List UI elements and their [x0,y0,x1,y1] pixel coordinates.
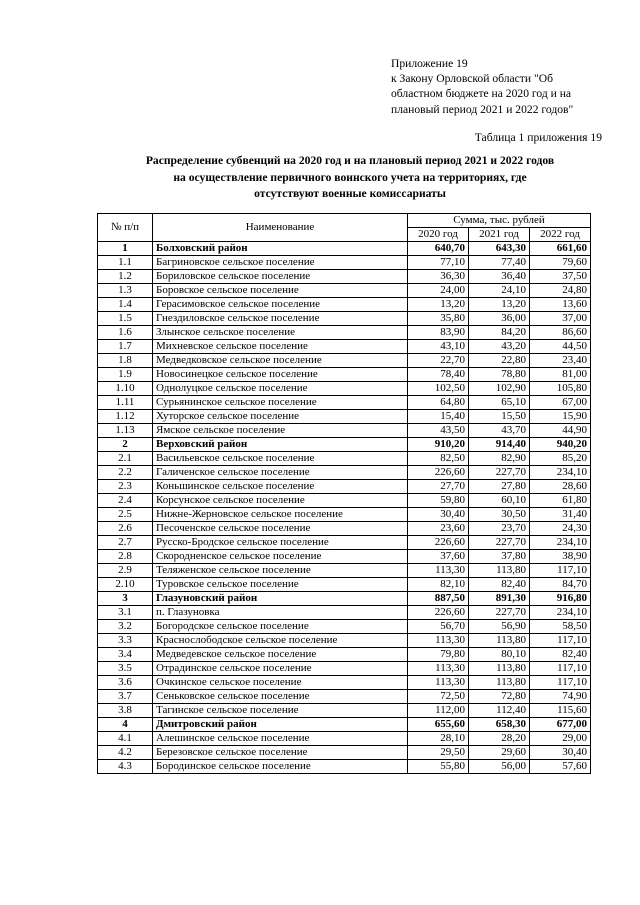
value-2022: 24,30 [530,522,591,536]
value-2021: 28,20 [469,732,530,746]
value-2021: 891,30 [469,592,530,606]
value-2022: 117,10 [530,634,591,648]
value-2020: 78,40 [408,368,469,382]
row-number: 1 [98,242,153,256]
value-2020: 113,30 [408,634,469,648]
value-2020: 226,60 [408,536,469,550]
document-title [100,153,600,203]
value-2022: 38,90 [530,550,591,564]
row-number: 1.13 [98,424,153,438]
value-2020: 77,10 [408,256,469,270]
value-2020: 79,80 [408,648,469,662]
row-number: 2.10 [98,578,153,592]
table-row [98,704,591,718]
table-row [98,746,591,760]
value-2021: 113,80 [469,676,530,690]
table-row [98,732,591,746]
table-reference: Таблица 1 приложения 19 [474,131,602,144]
value-2021: 56,90 [469,620,530,634]
value-2021: 227,70 [469,536,530,550]
value-2021: 227,70 [469,466,530,480]
value-2020: 910,20 [408,438,469,452]
value-2020: 13,20 [408,298,469,312]
value-2022: 117,10 [530,662,591,676]
row-number: 4.1 [98,732,153,746]
table-row [98,564,591,578]
row-number: 2.8 [98,550,153,564]
value-2020: 655,60 [408,718,469,732]
value-2021: 658,30 [469,718,530,732]
row-number: 3 [98,592,153,606]
row-number: 2.1 [98,452,153,466]
value-2020: 113,30 [408,676,469,690]
value-2020: 113,30 [408,662,469,676]
table-row [98,340,591,354]
table-row [98,634,591,648]
row-number: 3.2 [98,620,153,634]
value-2022: 115,60 [530,704,591,718]
row-number: 1.12 [98,410,153,424]
value-2021: 112,40 [469,704,530,718]
value-2021: 13,20 [469,298,530,312]
value-2022: 661,60 [530,242,591,256]
table-row [98,690,591,704]
row-number: 1.6 [98,326,153,340]
value-2020: 59,80 [408,494,469,508]
row-number: 4.2 [98,746,153,760]
value-2021: 36,00 [469,312,530,326]
table-row [98,606,591,620]
row-name: Михневское сельское поселение [153,340,408,354]
value-2020: 27,70 [408,480,469,494]
appendix-line: к Закону Орловской области "Об [391,72,553,86]
value-2020: 36,30 [408,270,469,284]
value-2021: 113,80 [469,634,530,648]
row-number: 3.3 [98,634,153,648]
table-row [98,298,591,312]
row-name: Коньшинское сельское поселение [153,480,408,494]
table-row [98,760,591,774]
value-2022: 117,10 [530,564,591,578]
row-name: Васильевское сельское поселение [153,452,408,466]
value-2021: 37,80 [469,550,530,564]
row-name: Туровское сельское поселение [153,578,408,592]
row-name: п. Глазуновка [153,606,408,620]
row-name: Отрадинское сельское поселение [153,662,408,676]
value-2021: 24,10 [469,284,530,298]
table-row [98,284,591,298]
row-number: 1.2 [98,270,153,284]
row-number: 2 [98,438,153,452]
value-2020: 43,10 [408,340,469,354]
value-2020: 83,90 [408,326,469,340]
value-2022: 234,10 [530,536,591,550]
table-row [98,256,591,270]
value-2021: 29,60 [469,746,530,760]
row-number: 3.8 [98,704,153,718]
table-row [98,662,591,676]
value-2022: 940,20 [530,438,591,452]
value-2022: 105,80 [530,382,591,396]
value-2020: 28,10 [408,732,469,746]
table-row [98,368,591,382]
header-year-2020: 2020 год [408,228,469,242]
appendix-line: плановый период 2021 и 2022 годов" [391,102,574,116]
value-2021: 77,40 [469,256,530,270]
value-2022: 67,00 [530,396,591,410]
row-number: 3.7 [98,690,153,704]
row-name: Новосинецкое сельское поселение [153,368,408,382]
header-year-2021: 2021 год [469,228,530,242]
appendix-line: областном бюджете на 2020 год и на [391,87,572,101]
row-number: 4.3 [98,760,153,774]
table-row [98,536,591,550]
header-year-2022: 2022 год [530,228,591,242]
value-2020: 43,50 [408,424,469,438]
value-2022: 58,50 [530,620,591,634]
title-line: отсутствуют военные комиссариаты [254,187,446,200]
value-2020: 887,50 [408,592,469,606]
value-2020: 226,60 [408,466,469,480]
value-2022: 234,10 [530,466,591,480]
value-2021: 82,90 [469,452,530,466]
table-row [98,648,591,662]
value-2020: 640,70 [408,242,469,256]
value-2021: 22,80 [469,354,530,368]
value-2022: 916,80 [530,592,591,606]
value-2021: 27,80 [469,480,530,494]
row-number: 4 [98,718,153,732]
district-row [98,718,591,732]
value-2021: 113,80 [469,662,530,676]
value-2022: 30,40 [530,746,591,760]
value-2020: 24,00 [408,284,469,298]
value-2022: 37,00 [530,312,591,326]
row-name: Краснослободское сельское поселение [153,634,408,648]
value-2022: 24,80 [530,284,591,298]
title-line: на осуществление первичного воинского учета на территориях, где [173,170,527,184]
value-2020: 15,40 [408,410,469,424]
value-2021: 43,20 [469,340,530,354]
appendix-line: Приложение 19 [391,57,468,70]
value-2022: 44,50 [530,340,591,354]
row-name: Ямское сельское поселение [153,424,408,438]
row-name: Теляженское сельское поселение [153,564,408,578]
row-name: Герасимовское сельское поселение [153,298,408,312]
row-number: 1.1 [98,256,153,270]
value-2021: 102,90 [469,382,530,396]
row-name: Бориловское сельское поселение [153,270,408,284]
value-2022: 28,60 [530,480,591,494]
table-row [98,396,591,410]
value-2020: 72,50 [408,690,469,704]
value-2022: 82,40 [530,648,591,662]
table-row [98,494,591,508]
value-2022: 29,00 [530,732,591,746]
row-number: 1.3 [98,284,153,298]
value-2020: 82,10 [408,578,469,592]
value-2020: 113,30 [408,564,469,578]
row-name: Боровское сельское поселение [153,284,408,298]
value-2021: 65,10 [469,396,530,410]
row-name: Богородское сельское поселение [153,620,408,634]
value-2021: 60,10 [469,494,530,508]
value-2022: 57,60 [530,760,591,774]
value-2020: 37,60 [408,550,469,564]
row-number: 1.8 [98,354,153,368]
value-2022: 44,90 [530,424,591,438]
row-name: Медведевское сельское поселение [153,648,408,662]
row-number: 1.5 [98,312,153,326]
value-2020: 64,80 [408,396,469,410]
value-2021: 78,80 [469,368,530,382]
row-name: Скородненское сельское поселение [153,550,408,564]
row-name: Галиченское сельское поселение [153,466,408,480]
row-name: Бородинское сельское поселение [153,760,408,774]
row-name: Русско-Бродское сельское поселение [153,536,408,550]
value-2022: 81,00 [530,368,591,382]
row-name: Дмитровский район [153,718,408,732]
row-number: 2.6 [98,522,153,536]
subsidy-table [97,213,591,774]
value-2020: 29,50 [408,746,469,760]
table-row [98,270,591,284]
row-number: 1.11 [98,396,153,410]
district-row [98,438,591,452]
value-2021: 30,50 [469,508,530,522]
value-2022: 61,80 [530,494,591,508]
value-2022: 85,20 [530,452,591,466]
row-number: 3.5 [98,662,153,676]
value-2021: 36,40 [469,270,530,284]
appendix-header [391,56,621,117]
table-row [98,382,591,396]
value-2021: 72,80 [469,690,530,704]
value-2021: 23,70 [469,522,530,536]
table-body [98,242,591,774]
table-row [98,522,591,536]
value-2021: 82,40 [469,578,530,592]
row-name: Березовское сельское поселение [153,746,408,760]
row-name: Корсунское сельское поселение [153,494,408,508]
table-row [98,312,591,326]
value-2021: 80,10 [469,648,530,662]
row-name: Багриновское сельское поселение [153,256,408,270]
table-row [98,550,591,564]
value-2022: 86,60 [530,326,591,340]
row-number: 2.9 [98,564,153,578]
row-number: 1.4 [98,298,153,312]
header-name: Наименование [153,214,408,242]
table-row [98,424,591,438]
value-2022: 15,90 [530,410,591,424]
row-name: Алешинское сельское поселение [153,732,408,746]
value-2022: 84,70 [530,578,591,592]
row-name: Однолуцкое сельское поселение [153,382,408,396]
value-2020: 22,70 [408,354,469,368]
value-2020: 102,50 [408,382,469,396]
value-2021: 113,80 [469,564,530,578]
row-name: Тагинское сельское поселение [153,704,408,718]
row-name: Песоченское сельское поселение [153,522,408,536]
value-2020: 56,70 [408,620,469,634]
row-name: Злынское сельское поселение [153,326,408,340]
header-sum: Сумма, тыс. рублей [408,214,591,228]
row-name: Болховский район [153,242,408,256]
row-number: 2.7 [98,536,153,550]
row-name: Гнездиловское сельское поселение [153,312,408,326]
value-2020: 55,80 [408,760,469,774]
table-row [98,620,591,634]
row-number: 3.4 [98,648,153,662]
table-row [98,508,591,522]
district-row [98,242,591,256]
value-2022: 677,00 [530,718,591,732]
value-2020: 23,60 [408,522,469,536]
row-name: Хуторское сельское поселение [153,410,408,424]
value-2021: 643,30 [469,242,530,256]
district-row [98,592,591,606]
row-number: 1.10 [98,382,153,396]
header-number: № п/п [98,214,153,242]
table-row [98,466,591,480]
value-2022: 23,40 [530,354,591,368]
row-name: Сеньковское сельское поселение [153,690,408,704]
row-number: 2.5 [98,508,153,522]
table-row [98,410,591,424]
table-row [98,480,591,494]
row-number: 2.3 [98,480,153,494]
value-2021: 56,00 [469,760,530,774]
value-2022: 13,60 [530,298,591,312]
row-name: Глазуновский район [153,592,408,606]
value-2022: 31,40 [530,508,591,522]
row-name: Медведковское сельское поселение [153,354,408,368]
value-2020: 112,00 [408,704,469,718]
value-2022: 79,60 [530,256,591,270]
value-2022: 37,50 [530,270,591,284]
value-2021: 914,40 [469,438,530,452]
table-row [98,326,591,340]
value-2020: 35,80 [408,312,469,326]
value-2021: 84,20 [469,326,530,340]
row-name: Сурьянинское сельское поселение [153,396,408,410]
row-name: Верховский район [153,438,408,452]
value-2022: 234,10 [530,606,591,620]
value-2022: 117,10 [530,676,591,690]
value-2021: 43,70 [469,424,530,438]
row-number: 2.4 [98,494,153,508]
value-2020: 30,40 [408,508,469,522]
value-2020: 82,50 [408,452,469,466]
row-number: 1.7 [98,340,153,354]
row-number: 1.9 [98,368,153,382]
row-name: Нижне-Жерновское сельское поселение [153,508,408,522]
value-2021: 15,50 [469,410,530,424]
table-row [98,578,591,592]
row-number: 3.6 [98,676,153,690]
table-row [98,354,591,368]
value-2022: 74,90 [530,690,591,704]
value-2020: 226,60 [408,606,469,620]
row-number: 2.2 [98,466,153,480]
table-row [98,676,591,690]
value-2021: 227,70 [469,606,530,620]
table-row [98,452,591,466]
row-name: Очкинское сельское поселение [153,676,408,690]
row-number: 3.1 [98,606,153,620]
title-line: Распределение субвенций на 2020 год и на плановый период 2021 и 2022 годов [145,154,555,167]
